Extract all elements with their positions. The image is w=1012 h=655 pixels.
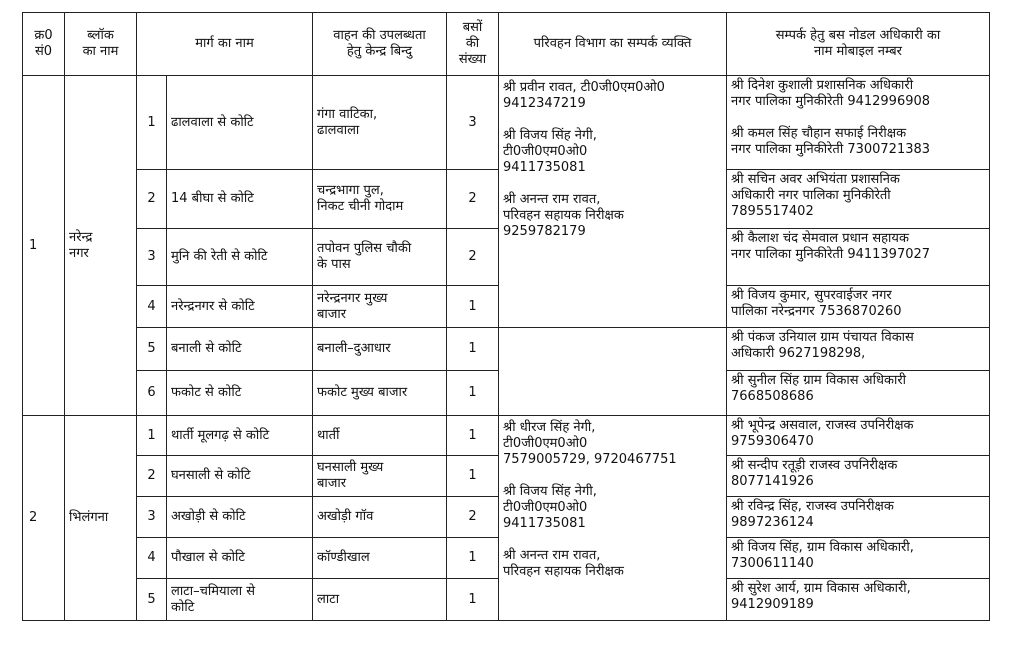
route-number: 4 bbox=[137, 286, 167, 328]
route-number: 5 bbox=[137, 328, 167, 371]
route-number: 6 bbox=[137, 371, 167, 416]
transport-contact: श्री प्रवीन रावत, टी0जी0एम0ओ0 9412347219 श्री विजय सिंह नेगी, टी0जी0एम0ओ0 9411735081 श्री अनन्त राम रावत, परिवहन सहायक निरीक्षक 9259782179 bbox=[499, 76, 727, 328]
route-buses: 2 bbox=[447, 229, 499, 286]
route-center: घनसाली मुख्य बाजार bbox=[313, 456, 447, 497]
block-serial: 2 bbox=[23, 416, 65, 621]
header-block: ब्लॉक का नाम bbox=[65, 13, 137, 76]
route-center: चन्द्रभागा पुल, निकट चीनी गोदाम bbox=[313, 170, 447, 229]
route-center: तपोवन पुलिस चौकी के पास bbox=[313, 229, 447, 286]
header-buses: बसों की संख्या bbox=[447, 13, 499, 76]
route-buses: 1 bbox=[447, 538, 499, 579]
header-row bbox=[23, 13, 990, 76]
route-name: मुनि की रेती से कोटि bbox=[167, 229, 313, 286]
nodal-officer: श्री पंकज उनियाल ग्राम पंचायत विकास अधिकारी 9627198298, bbox=[727, 328, 990, 371]
route-number: 1 bbox=[137, 416, 167, 456]
route-center: बनाली–दुआधार bbox=[313, 328, 447, 371]
route-buses: 2 bbox=[447, 170, 499, 229]
route-number: 2 bbox=[137, 456, 167, 497]
route-center: अखोड़ी गॉव bbox=[313, 497, 447, 538]
nodal-officer: श्री भूपेन्द्र असवाल, राजस्व उपनिरीक्षक 9759306470 bbox=[727, 416, 990, 456]
nodal-officer: श्री दिनेश कुशाली प्रशासनिक अधिकारी नगर पालिका मुनिकीरेती 9412996908 श्री कमल सिंह चौहान सफाई निरीक्षक नगर पालिका मुनिकीरेती 7300721383 bbox=[727, 76, 990, 170]
nodal-officer: श्री सन्दीप रतूड़ी राजस्व उपनिरीक्षक 8077141926 bbox=[727, 456, 990, 497]
route-number: 2 bbox=[137, 170, 167, 229]
route-name: पौखाल से कोटि bbox=[167, 538, 313, 579]
header-serial: क्र0 सं0 bbox=[23, 13, 65, 76]
nodal-officer: श्री विजय सिंह, ग्राम विकास अधिकारी, 7300611140 bbox=[727, 538, 990, 579]
route-buses: 1 bbox=[447, 456, 499, 497]
route-center: कॉण्डीखाल bbox=[313, 538, 447, 579]
route-name: ढालवाला से कोटि bbox=[167, 76, 313, 170]
nodal-officer: श्री रविन्द्र सिंह, राजस्व उपनिरीक्षक 9897236124 bbox=[727, 497, 990, 538]
block-serial: 1 bbox=[23, 76, 65, 416]
route-center: फकोट मुख्य बाजार bbox=[313, 371, 447, 416]
route-name: फकोट से कोटि bbox=[167, 371, 313, 416]
block-name: भिलंगना bbox=[65, 416, 137, 621]
route-number: 4 bbox=[137, 538, 167, 579]
bus-route-table bbox=[22, 12, 990, 621]
route-buses: 3 bbox=[447, 76, 499, 170]
nodal-officer: श्री कैलाश चंद सेमवाल प्रधान सहायक नगर पालिका मुनिकीरेती 9411397027 bbox=[727, 229, 990, 286]
transport-contact-empty bbox=[499, 328, 727, 416]
route-name: थार्ती मूलगढ़ से कोटि bbox=[167, 416, 313, 456]
transport-contact: श्री धीरज सिंह नेगी, टी0जी0एम0ओ0 7579005729, 9720467751 श्री विजय सिंह नेगी, टी0जी0एम0ओ0 9411735081 श्री अनन्त राम रावत, परिवहन सहायक निरीक्षक bbox=[499, 416, 727, 621]
route-center: गंगा वाटिका, ढालवाला bbox=[313, 76, 447, 170]
route-number: 5 bbox=[137, 579, 167, 621]
route-number: 3 bbox=[137, 497, 167, 538]
nodal-officer: श्री सुरेश आर्य, ग्राम विकास अधिकारी, 9412909189 bbox=[727, 579, 990, 621]
nodal-officer: श्री सचिन अवर अभियंता प्रशासनिक अधिकारी नगर पालिका मुनिकीरेती 7895517402 bbox=[727, 170, 990, 229]
table-row bbox=[23, 416, 990, 456]
table-row bbox=[23, 328, 990, 371]
route-name: लाटा–चमियाला से कोटि bbox=[167, 579, 313, 621]
header-center: वाहन की उपलब्धता हेतु केन्द्र बिन्दु bbox=[313, 13, 447, 76]
block-name: नरेन्द्र नगर bbox=[65, 76, 137, 416]
route-buses: 1 bbox=[447, 416, 499, 456]
nodal-officer: श्री विजय कुमार, सुपरवाईजर नगर पालिका नरेन्द्रनगर 7536870260 bbox=[727, 286, 990, 328]
header-route: मार्ग का नाम bbox=[137, 13, 313, 76]
route-name: नरेन्द्रनगर से कोटि bbox=[167, 286, 313, 328]
nodal-officer: श्री सुनील सिंह ग्राम विकास अधिकारी 7668508686 bbox=[727, 371, 990, 416]
route-buses: 1 bbox=[447, 579, 499, 621]
route-buses: 2 bbox=[447, 497, 499, 538]
route-number: 3 bbox=[137, 229, 167, 286]
route-name: घनसाली से कोटि bbox=[167, 456, 313, 497]
route-buses: 1 bbox=[447, 328, 499, 371]
route-name: अखोड़ी से कोटि bbox=[167, 497, 313, 538]
header-nodal: सम्पर्क हेतु बस नोडल अधिकारी का नाम मोबाइल नम्बर bbox=[727, 13, 990, 76]
route-buses: 1 bbox=[447, 286, 499, 328]
route-number: 1 bbox=[137, 76, 167, 170]
route-center: नरेन्द्रनगर मुख्य बाजार bbox=[313, 286, 447, 328]
bus-route-table-container bbox=[22, 12, 990, 621]
route-name: बनाली से कोटि bbox=[167, 328, 313, 371]
route-buses: 1 bbox=[447, 371, 499, 416]
route-center: थार्ती bbox=[313, 416, 447, 456]
table-row bbox=[23, 76, 990, 170]
route-center: लाटा bbox=[313, 579, 447, 621]
header-contact: परिवहन विभाग का सम्पर्क व्यक्ति bbox=[499, 13, 727, 76]
route-name: 14 बीघा से कोटि bbox=[167, 170, 313, 229]
